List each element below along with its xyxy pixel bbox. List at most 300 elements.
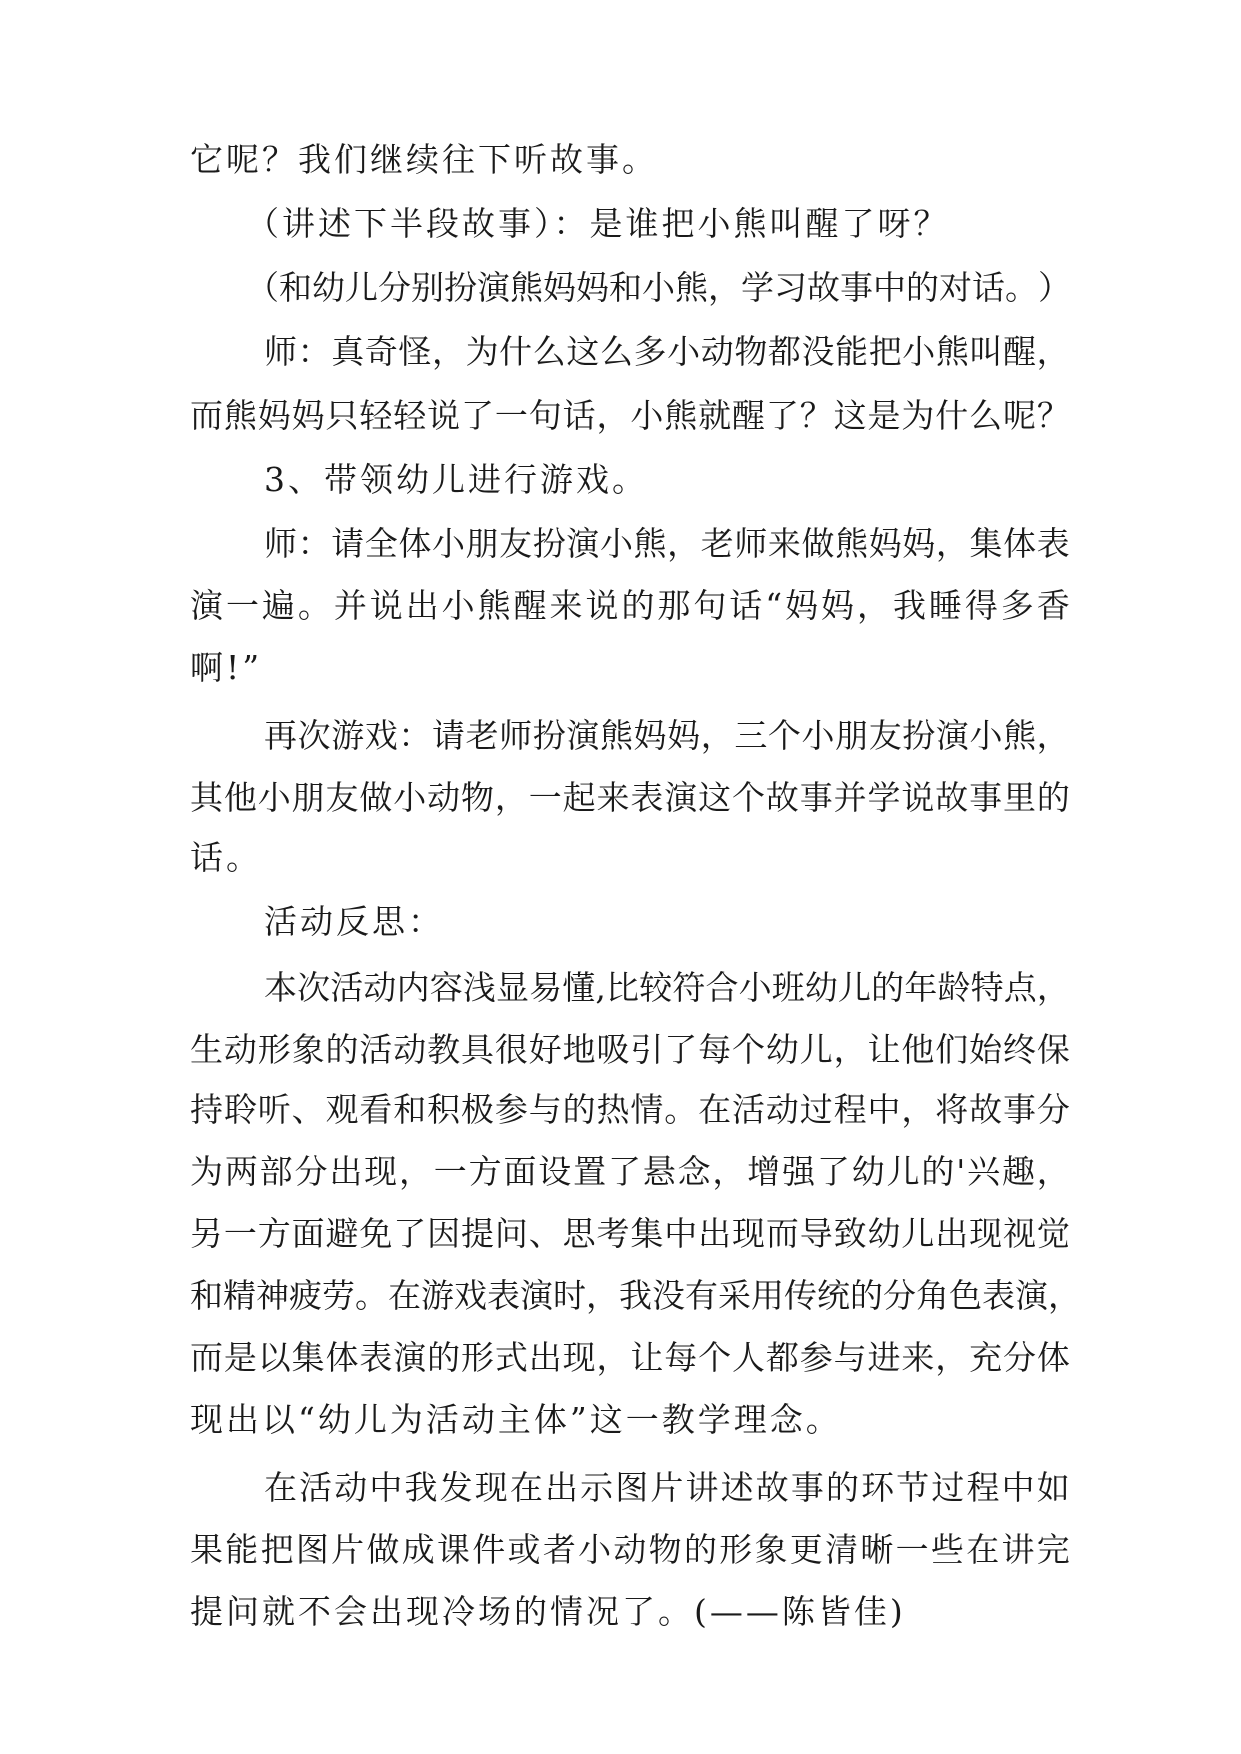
text-char: 和 [190,1276,223,1315]
text-char: 什 [935,396,969,435]
text-char: 妈 [576,268,609,307]
text-char: 能 [225,1530,259,1569]
text-char: 妈 [785,586,819,625]
text-char: 终 [1003,1030,1036,1069]
text-char: 懂 [562,968,596,1007]
text-char: 热 [596,1090,630,1129]
text-char: 一 [433,1152,467,1191]
text-char: 悬 [642,1152,676,1191]
text-char: 起 [562,778,596,817]
text-char: 动 [765,1090,799,1129]
text-char: 熊 [835,524,869,563]
text-char: 免 [359,1214,393,1253]
text-char: 具 [461,1030,494,1069]
text-char: 现 [732,1214,765,1253]
text-char: 动 [363,968,397,1007]
text-char: 了 [664,1030,698,1069]
text-char: ' [956,1152,966,1191]
text-char: 内 [396,968,430,1007]
text-char: 演 [520,1276,553,1315]
text-char: 的 [921,1152,955,1191]
text-char: 很 [494,1030,528,1069]
text-char: 小 [630,396,664,435]
text-char: 妈 [633,716,667,755]
text-char: 片 [650,1468,684,1507]
text-line [246,268,1070,308]
text-char: 片 [331,1530,365,1569]
text-char: 听 [257,1090,291,1129]
text-char: 出 [698,1214,732,1253]
text-char: 师 [499,716,533,755]
text-char: 问 [494,1214,528,1253]
text-char: 我 [619,1276,652,1315]
text-char: 儿 [901,1214,935,1253]
text-char: 程 [966,1468,1000,1507]
text-char: 没 [801,332,835,371]
text-char: 出 [405,586,439,625]
text-char: 做 [359,778,393,817]
text-char: 觉 [1036,1214,1070,1253]
text-line [190,1090,1070,1130]
text-line [190,1338,1070,1378]
text-char: 念 [677,1152,711,1191]
text-char: 劳 [322,1276,355,1315]
text-char: 友 [868,716,902,755]
text-char: 活 [732,1090,765,1129]
text-char: 了 [461,396,494,435]
text-char: 时 [553,1276,586,1315]
text-char: 而 [190,1338,223,1377]
text-char: 故 [765,778,799,817]
text-char: 始 [969,1030,1003,1069]
text-char: 面 [291,1214,325,1253]
text-char: 动 [223,1030,257,1069]
text-char: 再 [264,716,297,755]
text-char: 熊 [1003,716,1037,755]
text-char: 图 [615,1468,649,1507]
text-char: 物 [461,778,494,817]
text-char: 遍 [261,586,295,625]
text-char: ， [1048,1276,1081,1315]
text-char: 体 [1003,524,1037,563]
text-char: 的 [850,1276,883,1315]
text-char: 与 [833,1338,867,1377]
text-char: 请 [431,716,465,755]
text-char: 熊 [675,268,708,307]
text-line [190,1030,1070,1070]
text-line: 话。 [190,838,262,877]
text-char: 朋 [291,778,325,817]
text-char: 晰 [860,1530,894,1569]
text-char: 现 [969,1214,1003,1253]
text-line: 啊!” [190,648,263,687]
text-char: 两 [224,1152,258,1191]
text-char: 得 [964,586,998,625]
text-char: 形 [257,1030,291,1069]
text-char: 体 [1036,1338,1070,1377]
text-char: 奇 [364,332,398,371]
text-char: 儿 [345,268,378,307]
text-line: 现出以“幼儿为活动主体”这一教学理念。 [190,1400,842,1439]
text-char: 参 [494,1090,528,1129]
text-char: 这 [833,396,867,435]
text-char: 幼 [312,268,345,307]
text-char: 这 [566,332,600,371]
text-char: 符 [672,968,706,1007]
text-char: 老 [465,716,499,755]
text-char: ） [1038,268,1071,307]
text-char: 、 [291,1090,325,1129]
text-char: 只 [325,396,359,435]
text-char: 醒 [732,396,765,435]
text-char: 吸 [596,1030,630,1069]
text-char: 儿 [886,1152,920,1191]
text-char: 师 [264,332,297,371]
text-char: 妈 [821,586,855,625]
text-char: 每 [698,1030,732,1069]
text-char: 比 [606,968,640,1007]
text-char: 说 [901,778,935,817]
text-char: ： [398,716,432,755]
text-char: 过 [931,1468,965,1507]
text-char: 图 [295,1530,329,1569]
text-char: （ [246,268,279,307]
text-char: 学 [741,268,774,307]
text-char: 一 [494,396,528,435]
text-char: 采 [718,1276,751,1315]
text-char: 形 [719,1530,753,1569]
text-char: 体 [398,524,432,563]
text-char: 疲 [289,1276,322,1315]
text-char: “ [765,586,783,625]
text-char: 的 [906,268,939,307]
text-char: 出 [528,1338,562,1377]
text-char: 呢 [1003,396,1036,435]
text-char: 的 [683,1530,717,1569]
text-char: 显 [495,968,529,1007]
text-char: 演 [393,1338,427,1377]
text-char: 避 [325,1214,359,1253]
text-char: 请 [331,524,365,563]
text-line [190,1530,1070,1570]
text-char: 将 [935,1090,969,1129]
text-char: 观 [325,1090,359,1129]
text-char: 小 [393,778,427,817]
text-char: 果 [190,1530,223,1569]
text-char: 方 [468,1152,502,1191]
text-char: 物 [734,332,768,371]
text-char: ， [833,1030,867,1069]
text-char: 小 [902,332,936,371]
text-char: 强 [782,1152,816,1191]
text-char: 戏 [364,716,398,755]
text-char: 戏 [454,1276,487,1315]
text-char: 集 [630,1214,664,1253]
text-char: 把 [868,332,902,371]
text-char: 习 [774,268,807,307]
text-char: 并 [833,778,867,817]
text-char: 我 [404,1468,438,1507]
text-char: 一 [223,1214,257,1253]
text-char: 真 [331,332,365,371]
text-char: 在 [698,1090,732,1129]
text-char: 演 [566,524,600,563]
text-char: 每 [664,1338,698,1377]
text-char: 轻 [359,396,393,435]
text-char: 师 [264,524,297,563]
text-char: 扮 [532,524,566,563]
text-char: 较 [639,968,673,1007]
text-char: 分 [1036,1090,1070,1129]
text-char: 对 [939,268,972,307]
text-char: 因 [427,1214,461,1253]
text-char: 趣 [1001,1152,1035,1191]
text-char: 考 [596,1214,630,1253]
text-char: 小 [578,1530,612,1569]
text-char: 熊 [935,332,969,371]
text-char: 更 [789,1530,823,1569]
text-char: 妈 [257,396,291,435]
text-char: 些 [930,1530,964,1569]
text-line: 3、带领幼儿进行游戏。 [264,460,648,499]
text-char: 的 [562,1090,596,1129]
text-line [190,1152,1070,1192]
text-char: ， [1036,1152,1070,1191]
text-char: 怪 [398,332,432,371]
text-char: 环 [861,1468,895,1507]
text-char: 和 [279,268,312,307]
text-char: 多 [1000,586,1034,625]
text-char: 聆 [223,1090,257,1129]
text-char: 思 [562,1214,596,1253]
text-char: 分 [378,268,411,307]
text-char: 年 [904,968,938,1007]
text-char: 发 [439,1468,473,1507]
text-char: 的 [871,968,905,1007]
text-char: 多 [633,332,667,371]
text-char: 程 [833,1090,867,1129]
text-char: ： [297,332,331,371]
text-char: 来 [549,586,583,625]
text-char: 儿 [799,1030,833,1069]
text-char: 讲 [1001,1530,1035,1569]
text-char: 小 [801,716,835,755]
text-line [264,1468,1070,1508]
text-char: ， [667,524,701,563]
text-char: 视 [1003,1214,1036,1253]
text-char: 么 [599,332,633,371]
text-char: 。 [297,586,331,625]
text-char: 用 [751,1276,784,1315]
text-char: 说 [585,586,619,625]
text-char: 清 [825,1530,859,1569]
text-char: 们 [935,1030,969,1069]
text-char: ， [431,332,465,371]
text-char: 个 [698,1338,732,1377]
text-line: 提问就不会出现冷场的情况了。(——陈皆佳) [190,1592,906,1631]
text-char: 为 [901,396,935,435]
text-char: 就 [698,396,732,435]
text-char: ， [596,396,630,435]
text-char: 游 [421,1276,454,1315]
text-char: ？ [799,396,833,435]
text-char: 形 [461,1338,494,1377]
text-char: 现 [474,1468,508,1507]
text-char: 那 [657,586,691,625]
text-char: 合 [705,968,739,1007]
text-char: 活 [299,1468,333,1507]
text-char: 成 [401,1530,435,1569]
text-char: 全 [364,524,398,563]
text-line: （讲述下半段故事）：是谁把小熊叫醒了呀？ [246,204,950,243]
text-char: 色 [949,1276,982,1315]
text-char: 熊 [664,396,698,435]
text-char: 么 [969,396,1003,435]
text-char: 他 [223,778,257,817]
text-char: 者 [542,1530,576,1569]
text-char: 师 [734,524,768,563]
text-char: 么 [532,332,566,371]
text-char: 了 [816,1152,850,1191]
text-char: 小 [431,524,465,563]
text-char: 说 [369,586,403,625]
text-char: 事 [1003,1090,1036,1129]
text-char: 象 [291,1030,325,1069]
text-char: 演 [935,716,969,755]
text-char: ， [700,716,734,755]
text-line [264,332,1070,372]
text-char: 部 [259,1152,293,1191]
text-line [190,586,1070,626]
text-char: 个 [732,778,765,817]
text-char: 儿 [838,968,872,1007]
text-char: 熊 [599,716,633,755]
text-char: 增 [747,1152,781,1191]
text-char: 演 [566,716,600,755]
text-char: 班 [771,968,805,1007]
text-char: 事 [799,778,833,817]
text-char: 象 [754,1530,788,1569]
text-char: 扮 [444,268,477,307]
text-char: ， [708,268,741,307]
text-char: 情 [630,1090,664,1129]
text-char: 故 [935,778,969,817]
text-char: 让 [867,1030,901,1069]
text-char: ， [935,1338,969,1377]
text-char: 式 [494,1338,528,1377]
text-char: , [595,968,606,1007]
text-char: 生 [190,1030,223,1069]
text-char: ， [935,524,969,563]
text-char: 能 [835,332,869,371]
text-char: 是 [223,1338,257,1377]
text-char: 表 [630,778,664,817]
text-char: 易 [529,968,563,1007]
text-char: 次 [297,968,331,1007]
text-char: 表 [487,1276,520,1315]
text-char: 动 [613,1530,647,1569]
text-char: 或 [507,1530,541,1569]
text-char: 极 [461,1090,494,1129]
text-char: 话 [972,268,1005,307]
text-char: 引 [630,1030,664,1069]
text-char: 课 [436,1530,470,1569]
text-char: 教 [427,1030,461,1069]
text-char: 熊 [477,586,511,625]
text-char: 为 [190,1152,223,1191]
text-char: 了 [765,396,799,435]
text-char: 物 [648,1530,682,1569]
text-char: 轻 [393,396,427,435]
text-char: 点 [1003,968,1037,1007]
text-char: 并 [333,586,367,625]
text-char: 以 [257,1338,291,1377]
text-line: 它呢？我们继续往下听故事。 [190,140,658,179]
text-char: 表 [982,1276,1015,1315]
text-char: 妈 [667,716,701,755]
text-char: 出 [935,1214,969,1253]
text-char: 节 [896,1468,930,1507]
text-char: 与 [528,1090,562,1129]
text-char: ？ [1036,396,1070,435]
text-char: 友 [499,524,533,563]
text-char: 动 [427,778,461,817]
text-char: 、 [528,1214,562,1253]
text-char: 讲 [685,1468,719,1507]
text-char: 演 [190,586,223,625]
text-char: 小 [441,586,475,625]
text-char: 完 [1036,1530,1070,1569]
text-char: 为 [465,332,499,371]
text-char: 事 [840,268,873,307]
text-char: 和 [393,1090,427,1129]
text-line [264,524,1070,564]
text-char: 妈 [868,524,902,563]
text-char: 一 [528,778,562,817]
text-char: ， [712,1152,746,1191]
text-char: 一 [895,1530,929,1569]
text-char: 进 [867,1338,901,1377]
text-char: 香 [1036,586,1070,625]
text-char: 一 [225,586,259,625]
text-char: 醒 [1003,332,1037,371]
text-char: 人 [732,1338,765,1377]
text-char: 置 [573,1152,607,1191]
text-char: 都 [765,1338,799,1377]
text-char: 熊 [510,268,543,307]
text-char: 而 [765,1214,799,1253]
text-char: 中 [664,1214,698,1253]
text-char: 动 [334,1468,368,1507]
text-char: 故 [755,1468,789,1507]
text-char: 了 [393,1214,427,1253]
text-char: 的 [826,1468,859,1507]
text-char: 集 [969,524,1003,563]
text-char: 来 [767,524,801,563]
text-char: 幼 [867,1214,901,1253]
text-char: 这 [698,778,732,817]
text-char: 导 [799,1214,833,1253]
text-char: 致 [833,1214,867,1253]
text-char: 分 [1003,1338,1036,1377]
text-char: 个 [732,1030,765,1069]
text-char: 做 [801,524,835,563]
text-char: 容 [429,968,463,1007]
text-line [190,1276,1081,1316]
text-char: 说 [427,396,461,435]
text-char: 表 [359,1338,393,1377]
text-char: 神 [256,1276,289,1315]
